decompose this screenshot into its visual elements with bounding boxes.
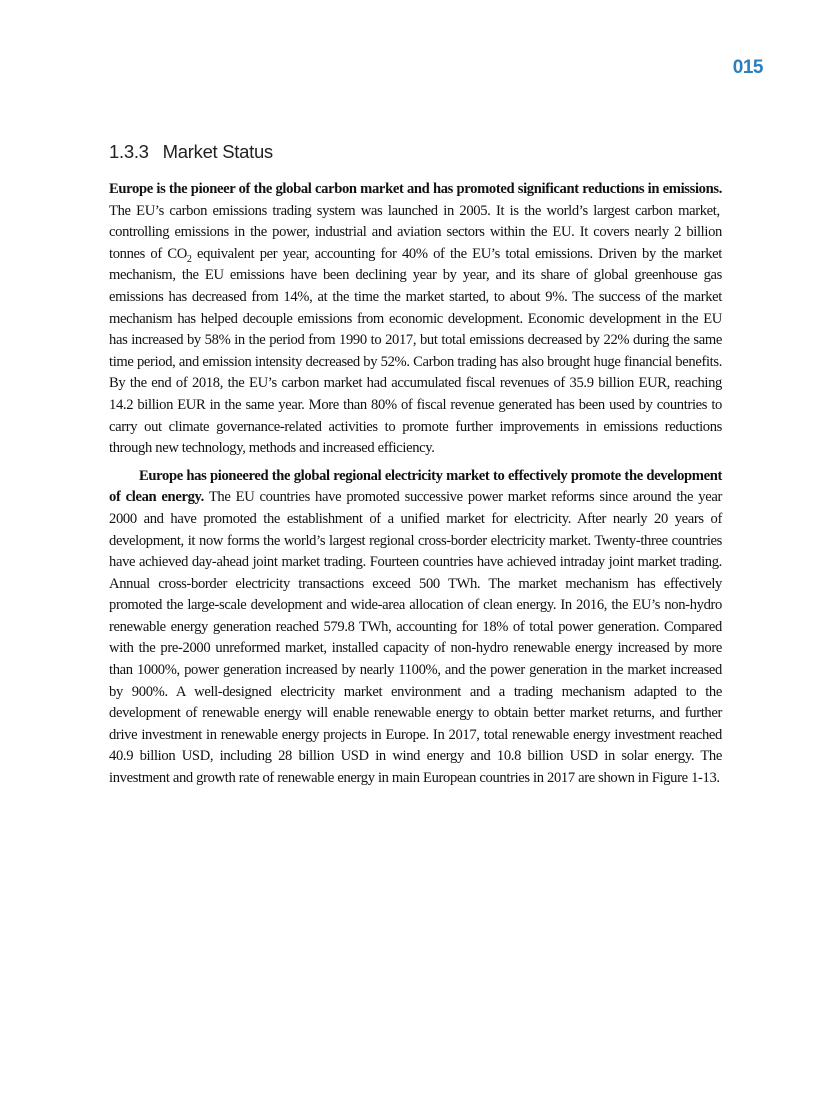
paragraph-carbon-market: [109, 179, 722, 460]
subscript: 2: [186, 253, 192, 265]
paragraph-lead: Europe has pioneered the global regional electricity market to effectively promote the development of clean energy.: [109, 467, 722, 506]
section-title: Market Status: [162, 141, 273, 162]
section-number: 1.3.3: [109, 141, 149, 162]
page-number: 015: [732, 57, 763, 78]
paragraph-electricity-market: [109, 466, 722, 790]
paragraph-lead: Europe is the pioneer of the global carbon market and has promoted significant reductions in emissions.: [109, 181, 722, 197]
body-text: [109, 179, 722, 796]
section-heading: [109, 141, 273, 163]
paragraph-text: The EU’s carbon emissions trading system was launched in 2005. It is the world’s largest carbon market, controlling emissions in the power, industrial and aviation sectors within the EU. It covers nearly 2 billion tonnes of CO: [109, 202, 722, 262]
paragraph-text: equivalent per year, accounting for 40% of the EU’s total emissions. Driven by the market mechanism, the EU emissions have been declining year by year, and its share of global greenhouse gas emissions has decreased from 14%, at the time the market started, to about 9%. The success of the market mechanism has helped decouple emissions from economic development. Economic development in the EU has increased by 58% in the period from 1990 to 2017, but total emissions decreased by 22% during the same time period, and emission intensity decreased by 52%. Carbon trading has also brought huge financial benefits. By the end of 2018, the EU’s carbon market had accumulated fiscal revenues of 35.9 billion EUR, reaching 14.2 billion EUR in the same year. More than 80% of fiscal revenue generated has been used by countries to carry out climate governance-related activities to promote further improvements in emissions reductions through new technology, methods and increased efficiency.: [109, 245, 722, 457]
paragraph-text: The EU countries have promoted successive power market reforms since around the year 2000 and have promoted the establishment of a unified market for electricity. After nearly 20 years of development, it now forms the world’s largest regional cross-border electricity market. Twenty-three countries have achieved day-ahead joint market trading. Fourteen countries have achieved intraday joint market trading. Annual cross-border electricity transactions exceed 500 TWh. The market mechanism has effectively promoted the large-scale development and wide-area allocation of clean energy. In 2016, the EU’s non-hydro renewable energy generation reached 579.8 TWh, accounting for 18% of total power generation. Compared with the pre-2000 unreformed market, installed capacity of non-hydro renewable energy increased by more than 1000%, power generation increased by nearly 1100%, and the power generation in the market increased by 900%. A well-designed electricity market environment and a trading mechanism adapted to the development of renewable energy will enable renewable energy to obtain better market returns, and further drive investment in renewable energy projects in Europe. In 2017, total renewable energy investment reached 40.9 billion USD, including 28 billion USD in wind energy and 10.8 billion USD in solar energy. The investment and growth rate of renewable energy in main European countries in 2017 are shown in Figure 1-13.: [109, 489, 722, 787]
